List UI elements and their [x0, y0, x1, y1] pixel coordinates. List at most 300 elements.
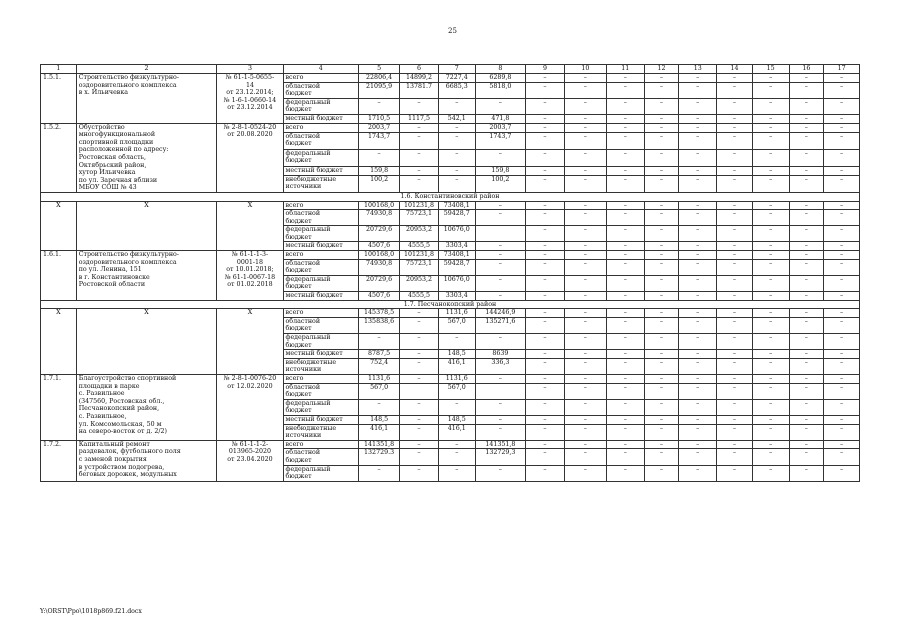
amount-cell-v6: – [400, 449, 439, 465]
amount-cell-empty: – [824, 317, 860, 333]
amount-cell-empty: – [717, 132, 753, 149]
amount-cell-v7: 3303,4 [438, 242, 475, 251]
amount-cell-v7: – [438, 166, 475, 175]
amount-cell-empty: – [752, 292, 789, 301]
amount-cell-v8: 144246,9 [475, 309, 525, 318]
amount-cell-empty: – [679, 350, 717, 359]
amount-cell-empty: – [679, 74, 717, 83]
amount-cell-v7: 416,1 [438, 358, 475, 374]
amount-cell-empty: – [717, 399, 753, 415]
amount-cell-empty: – [644, 242, 679, 251]
amount-cell-empty: – [824, 399, 860, 415]
amount-cell-v5: 567,0 [359, 383, 400, 399]
funding-source-cell: областной бюджет [283, 317, 359, 333]
amount-cell-empty: – [752, 175, 789, 192]
amount-cell-empty: – [644, 201, 679, 210]
amount-cell-empty: – [564, 98, 606, 114]
amount-cell-empty: – [717, 149, 753, 166]
amount-cell-empty: – [606, 383, 644, 399]
amount-cell-empty: – [564, 358, 606, 374]
funding-source-cell: внебюджетные источники [283, 175, 359, 192]
column-number-cell: 13 [679, 65, 717, 74]
amount-cell-v6: – [400, 374, 439, 383]
amount-cell-empty: – [824, 201, 860, 210]
funding-source-cell: федеральный бюджет [283, 465, 359, 481]
column-number-cell: 3 [217, 65, 283, 74]
amount-cell-empty: – [526, 201, 565, 210]
amount-cell-empty: – [717, 317, 753, 333]
amount-cell-empty: – [789, 449, 824, 465]
amount-cell-v5: 416,1 [359, 424, 400, 440]
amount-cell-empty: – [564, 317, 606, 333]
amount-cell-empty: – [644, 334, 679, 350]
amount-cell-v5: 20729,6 [359, 226, 400, 242]
district-section-row [41, 192, 860, 201]
funding-source-cell: всего [283, 251, 359, 260]
amount-cell-empty: – [644, 98, 679, 114]
amount-cell-empty: – [644, 399, 679, 415]
amount-cell-empty: – [752, 350, 789, 359]
amount-cell-empty: – [717, 415, 753, 424]
amount-cell-empty: – [526, 358, 565, 374]
amount-cell-v8: 336,3 [475, 358, 525, 374]
amount-cell-empty: – [606, 123, 644, 132]
amount-cell-v5: 752,4 [359, 358, 400, 374]
amount-cell-empty: – [824, 98, 860, 114]
amount-cell-v8: 6289,8 [475, 74, 525, 83]
amount-cell-v7: 1131,6 [438, 374, 475, 383]
amount-cell-empty: – [526, 424, 565, 440]
amount-cell-empty: – [564, 440, 606, 449]
amount-cell-empty: – [717, 449, 753, 465]
amount-cell-empty: – [679, 98, 717, 114]
amount-cell-empty: – [679, 132, 717, 149]
amount-cell-v5: 8787,5 [359, 350, 400, 359]
table-row [41, 374, 860, 383]
amount-cell-empty: – [679, 149, 717, 166]
amount-cell-empty: – [526, 210, 565, 226]
amount-cell-empty: – [564, 374, 606, 383]
amount-cell-v5: 1131,6 [359, 374, 400, 383]
amount-cell-v5: 1710,5 [359, 114, 400, 123]
amount-cell-empty: – [789, 465, 824, 481]
amount-cell-v8: – [475, 210, 525, 226]
column-number-cell: 12 [644, 65, 679, 74]
amount-cell-empty: – [789, 275, 824, 291]
amount-cell-empty: – [752, 132, 789, 149]
item-number-cell: 1.6.1. [41, 251, 77, 301]
amount-cell-v7: – [438, 334, 475, 350]
amount-cell-empty: – [824, 465, 860, 481]
amount-cell-empty: – [606, 440, 644, 449]
amount-cell-empty: – [752, 440, 789, 449]
amount-cell-empty: – [789, 440, 824, 449]
amount-cell-empty: – [606, 259, 644, 275]
amount-cell-empty: – [789, 149, 824, 166]
column-number-cell: 1 [41, 65, 77, 74]
amount-cell-empty: – [717, 374, 753, 383]
amount-cell-empty: – [679, 292, 717, 301]
page-number: 25 [448, 27, 457, 35]
expertise-doc-cell: № 2-8-1-0524-20 от 20.08.2020 [217, 123, 283, 192]
amount-cell-empty: – [606, 166, 644, 175]
amount-cell-empty: – [564, 114, 606, 123]
amount-cell-v6: 101231,8 [400, 251, 439, 260]
amount-cell-empty: – [526, 149, 565, 166]
object-name-cell: Строительство физкультурно- оздоровительного комплекса в х. Ильичевка [76, 74, 217, 124]
amount-cell-v5: 21095,9 [359, 82, 400, 98]
amount-cell-empty: – [644, 82, 679, 98]
amount-cell-empty: – [789, 175, 824, 192]
amount-cell-empty: – [824, 374, 860, 383]
financing-table [40, 64, 860, 482]
amount-cell-empty: – [526, 175, 565, 192]
amount-cell-empty: – [679, 383, 717, 399]
amount-cell-empty: – [824, 210, 860, 226]
amount-cell-v5: 2003,7 [359, 123, 400, 132]
table-row [41, 123, 860, 132]
amount-cell-empty: – [717, 98, 753, 114]
item-number-cell: 1.7.1. [41, 374, 77, 440]
amount-cell-empty: – [606, 82, 644, 98]
amount-cell-empty: – [644, 275, 679, 291]
funding-source-cell: областной бюджет [283, 210, 359, 226]
object-name-cell: Благоустройство спортивной площадки в парке с. Развильное (347560, Ростовская обл., Песчанокопский район, с. Развильное, ул. Комсомольская, 50 м на северо-восток от д. 2/2) [76, 374, 217, 440]
item-number-cell: 1.5.2. [41, 123, 77, 192]
amount-cell-v8: – [475, 98, 525, 114]
table-row [41, 201, 860, 210]
table-row [41, 440, 860, 449]
amount-cell-v6: 75723,1 [400, 210, 439, 226]
funding-source-cell: федеральный бюджет [283, 226, 359, 242]
amount-cell-v7: 148,5 [438, 350, 475, 359]
amount-cell-empty: – [679, 424, 717, 440]
amount-cell-empty: – [679, 449, 717, 465]
amount-cell-v5: 22806,4 [359, 74, 400, 83]
amount-cell-empty: – [526, 166, 565, 175]
amount-cell-v7: 1131,6 [438, 309, 475, 318]
amount-cell-v6: 4555,5 [400, 242, 439, 251]
column-number-cell: 16 [789, 65, 824, 74]
amount-cell-empty: – [679, 123, 717, 132]
amount-cell-v5: 74930,8 [359, 210, 400, 226]
amount-cell-empty: – [717, 350, 753, 359]
amount-cell-v6: – [400, 399, 439, 415]
funding-source-cell: местный бюджет [283, 292, 359, 301]
amount-cell-empty: – [606, 449, 644, 465]
amount-cell-v7: 73408,1 [438, 201, 475, 210]
amount-cell-empty: – [717, 358, 753, 374]
amount-cell-empty: – [526, 82, 565, 98]
funding-source-cell: местный бюджет [283, 242, 359, 251]
amount-cell-empty: – [717, 334, 753, 350]
amount-cell-v5: – [359, 149, 400, 166]
amount-cell-empty: – [789, 166, 824, 175]
amount-cell-empty: – [526, 114, 565, 123]
amount-cell-empty: – [606, 226, 644, 242]
amount-cell-empty: – [644, 210, 679, 226]
amount-cell-empty: – [824, 166, 860, 175]
amount-cell-empty: – [717, 226, 753, 242]
district-section-title: 1.7. Песчанокопский район [41, 300, 860, 309]
amount-cell-empty: – [717, 424, 753, 440]
amount-cell-empty: – [789, 226, 824, 242]
amount-cell-empty: – [526, 259, 565, 275]
amount-cell-v8 [475, 226, 525, 242]
amount-cell-empty: – [564, 424, 606, 440]
expertise-doc-cell: X [217, 201, 283, 251]
amount-cell-v6: – [400, 166, 439, 175]
funding-source-cell: внебюджетные источники [283, 424, 359, 440]
amount-cell-empty: – [644, 415, 679, 424]
amount-cell-empty: – [789, 82, 824, 98]
amount-cell-empty: – [824, 82, 860, 98]
amount-cell-v5: 4507,6 [359, 292, 400, 301]
amount-cell-v5: 135838,6 [359, 317, 400, 333]
amount-cell-v6: – [400, 175, 439, 192]
amount-cell-empty: – [789, 383, 824, 399]
amount-cell-v7: – [438, 399, 475, 415]
column-number-cell: 10 [564, 65, 606, 74]
amount-cell-empty: – [564, 82, 606, 98]
funding-source-cell: областной бюджет [283, 132, 359, 149]
amount-cell-v8: 100,2 [475, 175, 525, 192]
object-name-cell: X [76, 309, 217, 375]
amount-cell-v5: – [359, 334, 400, 350]
amount-cell-empty: – [606, 175, 644, 192]
amount-cell-empty: – [824, 74, 860, 83]
amount-cell-empty: – [679, 415, 717, 424]
amount-cell-empty: – [717, 309, 753, 318]
amount-cell-v6: 20953,2 [400, 226, 439, 242]
amount-cell-empty: – [564, 465, 606, 481]
amount-cell-empty: – [789, 415, 824, 424]
amount-cell-v8: – [475, 374, 525, 383]
amount-cell-empty: – [824, 259, 860, 275]
amount-cell-empty: – [789, 114, 824, 123]
amount-cell-empty: – [824, 440, 860, 449]
amount-cell-empty: – [564, 292, 606, 301]
amount-cell-v8: 135271,6 [475, 317, 525, 333]
amount-cell-empty: – [752, 98, 789, 114]
object-name-cell: X [76, 201, 217, 251]
funding-source-cell: всего [283, 374, 359, 383]
amount-cell-empty: – [606, 424, 644, 440]
amount-cell-empty: – [644, 383, 679, 399]
amount-cell-empty: – [679, 275, 717, 291]
amount-cell-empty: – [644, 123, 679, 132]
amount-cell-empty: – [824, 383, 860, 399]
amount-cell-empty: – [717, 259, 753, 275]
amount-cell-empty: – [526, 74, 565, 83]
amount-cell-empty: – [606, 201, 644, 210]
amount-cell-v5: 74930,8 [359, 259, 400, 275]
amount-cell-v7: 10676,0 [438, 275, 475, 291]
amount-cell-empty: – [824, 149, 860, 166]
amount-cell-empty: – [717, 383, 753, 399]
amount-cell-empty: – [644, 350, 679, 359]
amount-cell-v5: 159,8 [359, 166, 400, 175]
amount-cell-empty: – [679, 201, 717, 210]
amount-cell-empty: – [679, 399, 717, 415]
amount-cell-v7: 3303,4 [438, 292, 475, 301]
amount-cell-empty: – [752, 309, 789, 318]
amount-cell-empty: – [717, 242, 753, 251]
amount-cell-empty: – [644, 440, 679, 449]
amount-cell-empty: – [564, 166, 606, 175]
amount-cell-empty: – [752, 242, 789, 251]
amount-cell-empty: – [644, 292, 679, 301]
amount-cell-empty: – [717, 292, 753, 301]
amount-cell-empty: – [526, 415, 565, 424]
amount-cell-v6: – [400, 415, 439, 424]
column-number-row [41, 65, 860, 74]
column-number-cell: 8 [475, 65, 525, 74]
amount-cell-empty: – [752, 166, 789, 175]
amount-cell-empty: – [679, 226, 717, 242]
amount-cell-empty: – [752, 465, 789, 481]
amount-cell-empty: – [564, 399, 606, 415]
amount-cell-empty: – [824, 424, 860, 440]
amount-cell-empty: – [644, 149, 679, 166]
amount-cell-v7: – [438, 175, 475, 192]
amount-cell-v7: 59428,7 [438, 259, 475, 275]
column-number-cell: 11 [606, 65, 644, 74]
amount-cell-empty: – [564, 242, 606, 251]
amount-cell-empty: – [644, 132, 679, 149]
amount-cell-empty: – [789, 292, 824, 301]
amount-cell-v8: – [475, 399, 525, 415]
amount-cell-empty: – [679, 166, 717, 175]
amount-cell-empty: – [717, 74, 753, 83]
amount-cell-empty: – [752, 201, 789, 210]
amount-cell-v8: – [475, 415, 525, 424]
amount-cell-empty: – [644, 358, 679, 374]
funding-source-cell: областной бюджет [283, 449, 359, 465]
object-name-cell: Обустройство многофункциональной спортивной площадки расположенной по адресу: Ростовская область, Октябрьский район, хутор Ильичевка по ул. Заречная вблизи МБОУ СОШ № 43 [76, 123, 217, 192]
amount-cell-empty: – [789, 358, 824, 374]
amount-cell-empty: – [824, 350, 860, 359]
amount-cell-empty: – [606, 275, 644, 291]
amount-cell-empty: – [564, 201, 606, 210]
amount-cell-empty: – [752, 399, 789, 415]
amount-cell-empty: – [717, 201, 753, 210]
item-number-cell: 1.7.2. [41, 440, 77, 481]
amount-cell-v7: 59428,7 [438, 210, 475, 226]
amount-cell-empty: – [717, 82, 753, 98]
amount-cell-empty: – [717, 123, 753, 132]
amount-cell-empty: – [644, 317, 679, 333]
amount-cell-empty: – [824, 123, 860, 132]
amount-cell-empty: – [752, 74, 789, 83]
amount-cell-empty: – [679, 440, 717, 449]
amount-cell-v7: – [438, 123, 475, 132]
object-name-cell: Капитальный ремонт раздевалок, футбольного поля с заменой покрытия в устройством подогрева, беговых дорожек, модульных [76, 440, 217, 481]
amount-cell-v5: 1743,7 [359, 132, 400, 149]
amount-cell-empty: – [644, 424, 679, 440]
amount-cell-empty: – [526, 309, 565, 318]
table-row [41, 309, 860, 318]
item-number-cell: X [41, 201, 77, 251]
amount-cell-v8 [475, 383, 525, 399]
amount-cell-empty: – [679, 114, 717, 123]
amount-cell-empty: – [606, 114, 644, 123]
amount-cell-v5: 100168,0 [359, 201, 400, 210]
object-name-cell: Строительство физкультурно- оздоровительного комплекса по ул. Ленина, 151 в г. Константиновске Ростовской области [76, 251, 217, 301]
amount-cell-empty: – [644, 226, 679, 242]
amount-cell-empty: – [644, 166, 679, 175]
amount-cell-empty: – [526, 334, 565, 350]
amount-cell-v5: – [359, 465, 400, 481]
amount-cell-empty: – [789, 317, 824, 333]
amount-cell-empty: – [717, 166, 753, 175]
amount-cell-empty: – [679, 175, 717, 192]
footer-file-path: Y:\ORST\Ppo\1018p869.f21.docx [40, 608, 142, 615]
amount-cell-empty: – [606, 350, 644, 359]
amount-cell-v7: – [438, 449, 475, 465]
amount-cell-v6: – [400, 424, 439, 440]
amount-cell-v7: 567,0 [438, 383, 475, 399]
table-row [41, 74, 860, 83]
amount-cell-empty: – [606, 374, 644, 383]
amount-cell-empty: – [824, 251, 860, 260]
amount-cell-empty: – [752, 424, 789, 440]
expertise-doc-cell: № 2-8-1-0076-20 от 12.02.2020 [217, 374, 283, 440]
amount-cell-empty: – [526, 123, 565, 132]
amount-cell-empty: – [644, 449, 679, 465]
amount-cell-empty: – [644, 175, 679, 192]
amount-cell-empty: – [526, 251, 565, 260]
amount-cell-empty: – [564, 259, 606, 275]
amount-cell-empty: – [679, 334, 717, 350]
amount-cell-empty: – [824, 242, 860, 251]
amount-cell-empty: – [824, 358, 860, 374]
amount-cell-v8: 1743,7 [475, 132, 525, 149]
amount-cell-v6: – [400, 132, 439, 149]
amount-cell-empty: – [564, 226, 606, 242]
expertise-doc-cell: № 61-1-5-0655- 14 от 23.12.2014; № 1-6-1-0660-14 от 23.12.2014 [217, 74, 283, 124]
item-number-cell: X [41, 309, 77, 375]
amount-cell-v7: – [438, 465, 475, 481]
amount-cell-empty: – [644, 374, 679, 383]
amount-cell-empty: – [606, 317, 644, 333]
amount-cell-empty: – [644, 259, 679, 275]
amount-cell-empty: – [564, 383, 606, 399]
amount-cell-empty: – [606, 242, 644, 251]
amount-cell-empty: – [824, 309, 860, 318]
amount-cell-v6: – [400, 309, 439, 318]
amount-cell-v5: – [359, 98, 400, 114]
amount-cell-empty: – [752, 259, 789, 275]
amount-cell-v7: 148,5 [438, 415, 475, 424]
amount-cell-empty: – [564, 449, 606, 465]
amount-cell-v6: – [400, 350, 439, 359]
amount-cell-v6: 4555,5 [400, 292, 439, 301]
amount-cell-v6: – [400, 317, 439, 333]
amount-cell-empty: – [644, 309, 679, 318]
funding-source-cell: федеральный бюджет [283, 98, 359, 114]
column-number-cell: 14 [717, 65, 753, 74]
amount-cell-empty: – [526, 449, 565, 465]
funding-source-cell: всего [283, 123, 359, 132]
amount-cell-v8: – [475, 251, 525, 260]
expertise-doc-cell: № 61-1-1-3- 0001-18 от 10.01.2018; № 61-1-0067-18 от 01.02.2018 [217, 251, 283, 301]
funding-source-cell: всего [283, 309, 359, 318]
amount-cell-empty: – [717, 275, 753, 291]
amount-cell-v6: 1117,5 [400, 114, 439, 123]
amount-cell-v7: 542,1 [438, 114, 475, 123]
amount-cell-empty: – [679, 251, 717, 260]
